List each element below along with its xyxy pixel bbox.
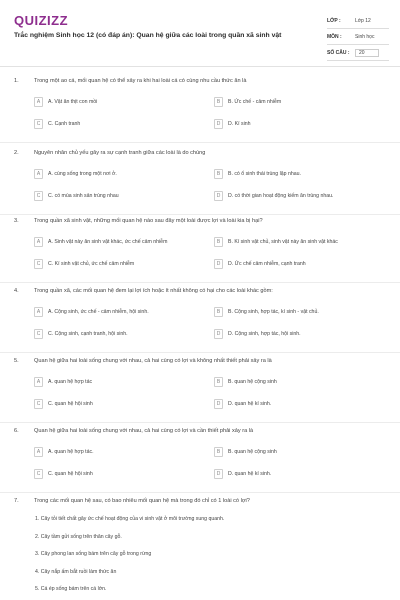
- page-title: Trắc nghiệm Sinh học 12 (có đáp án): Quan hệ giữa các loài trong quần xã sinh vật: [14, 32, 282, 39]
- option-letter-box: B: [214, 307, 223, 317]
- question-number: 1.: [14, 78, 19, 84]
- option-letter-box: D: [214, 399, 223, 409]
- option-letter-box: B: [214, 97, 223, 107]
- question-text: Trong quần xã sinh vật, những mối quan hệ nào sau đây một loài được lợi và loài kia bị hại?: [34, 218, 263, 224]
- option-text: C. Kí sinh vật chủ, ức chế cảm nhiễm: [48, 261, 135, 267]
- option-text: A. Sinh vật này ăn sinh vật khác, ức chế cảm nhiễm: [48, 239, 168, 245]
- option-letter-box: D: [214, 329, 223, 339]
- option-text: A. quan hệ hợp tác: [48, 379, 93, 385]
- answer-option[interactable]: [34, 236, 167, 248]
- option-text: B. có ổ sinh thái trùng lặp nhau.: [228, 171, 301, 177]
- option-text: B. Ức chế - cảm nhiễm: [228, 99, 282, 105]
- answer-option[interactable]: [214, 168, 301, 180]
- option-text: A. cùng sống trong một nơi ở.: [48, 171, 117, 177]
- option-letter-box: C: [34, 469, 43, 479]
- option-letter-box: A: [34, 307, 43, 317]
- option-text: D. quan hệ kí sinh.: [228, 471, 272, 477]
- meta-row-subject: [327, 29, 389, 45]
- question-text: Nguyên nhân chủ yếu gây ra sự cạnh tranh giữa các loài là do chúng: [34, 150, 206, 156]
- meta-value-subject: Sinh học: [355, 33, 375, 40]
- meta-key-subject: MÔN :: [327, 33, 342, 40]
- option-letter-box: C: [34, 329, 43, 339]
- option-letter-box: A: [34, 237, 43, 247]
- meta-row-class: [327, 13, 389, 29]
- option-letter-box: A: [34, 377, 43, 387]
- option-letter-box: D: [214, 259, 223, 269]
- statement-item: 5. Cá ép sống bám trên cá lớn.: [35, 586, 107, 592]
- option-letter-box: D: [214, 469, 223, 479]
- option-letter-box: C: [34, 119, 43, 129]
- question-divider: [0, 282, 400, 283]
- option-text: C. Cạnh tranh: [48, 121, 81, 127]
- option-text: B. Cộng sinh, hợp tác, kí sinh - vật chủ.: [228, 309, 319, 315]
- answer-option[interactable]: [34, 96, 97, 108]
- question-number: 4.: [14, 288, 19, 294]
- option-text: C. có mùa sinh sản trùng nhau: [48, 193, 119, 199]
- meta-row-count: [327, 45, 389, 61]
- option-letter-box: A: [34, 447, 43, 457]
- answer-option[interactable]: [214, 236, 338, 248]
- option-text: D. Kí sinh: [228, 121, 251, 127]
- answer-option[interactable]: [34, 168, 117, 180]
- question-divider: [0, 492, 400, 493]
- question-number: 6.: [14, 428, 19, 434]
- option-letter-box: B: [214, 447, 223, 457]
- question-text: Quan hệ giữa hai loài sống chung với nhau, cả hai cùng có lợi và không nhất thiết phải xảy ra là: [34, 358, 272, 364]
- option-letter-box: C: [34, 259, 43, 269]
- option-text: D. Cộng sinh, hợp tác, hội sinh.: [228, 331, 301, 337]
- meta-key-class: LỚP :: [327, 17, 341, 24]
- answer-option[interactable]: [214, 376, 277, 388]
- question-text: Trong các mối quan hệ sau, có bao nhiêu mối quan hệ mà trong đó chỉ có 1 loài có lợi?: [34, 498, 250, 504]
- quizizz-logo[interactable]: QUIZIZZ: [14, 13, 69, 28]
- option-letter-box: B: [214, 237, 223, 247]
- answer-option[interactable]: [214, 468, 271, 480]
- answer-option[interactable]: [34, 328, 128, 340]
- statement-item: 2. Cây tầm gửi sống trên thân cây gỗ.: [35, 534, 122, 540]
- question-text: Trong một ao cá, mối quan hệ có thể xảy ra khi hai loài cá có cùng nhu cầu thức ăn là: [34, 78, 247, 84]
- meta-value-class: Lớp 12: [355, 17, 371, 24]
- option-letter-box: A: [34, 97, 43, 107]
- answer-option[interactable]: [214, 446, 277, 458]
- statement-item: 1. Cây tỏi tiết chất gây ức chế hoạt động của vi sinh vật ở môi trường xung quanh.: [35, 516, 225, 522]
- question-number: 3.: [14, 218, 19, 224]
- option-text: D. Ức chế cảm nhiễm, cạnh tranh: [228, 261, 306, 267]
- option-letter-box: A: [34, 169, 43, 179]
- option-text: A. Vật ăn thịt con mồi: [48, 99, 98, 105]
- answer-option[interactable]: [34, 190, 119, 202]
- option-text: C. Cộng sinh, cạnh tranh, hội sinh.: [48, 331, 128, 337]
- option-text: D. quan hệ kí sinh.: [228, 401, 272, 407]
- header-divider: [0, 66, 400, 67]
- option-text: D. có thời gian hoạt động kiếm ăn trùng nhau.: [228, 193, 334, 199]
- option-text: A. Cộng sinh, ức chế - cảm nhiễm, hội sinh.: [48, 309, 149, 315]
- option-letter-box: C: [34, 399, 43, 409]
- answer-option[interactable]: [214, 190, 334, 202]
- statement-item: 4. Cây nắp ấm bắt ruồi làm thức ăn: [35, 569, 117, 575]
- option-text: C. quan hệ hội sinh: [48, 401, 93, 407]
- question-divider: [0, 214, 400, 215]
- answer-option[interactable]: [34, 376, 92, 388]
- option-text: B. quan hệ cộng sinh: [228, 449, 277, 455]
- answer-option[interactable]: [34, 468, 93, 480]
- question-text: Quan hệ giữa hai loài sống chung với nhau, cả hai cùng có lợi và cần thiết phải xảy ra là: [34, 428, 254, 434]
- option-letter-box: C: [34, 191, 43, 201]
- question-number: 5.: [14, 358, 19, 364]
- answer-option[interactable]: [214, 328, 301, 340]
- answer-option[interactable]: [214, 258, 306, 270]
- answer-option[interactable]: [214, 398, 271, 410]
- question-text: Trong quần xã, các mối quan hệ đem lại lợi ích hoặc ít nhất không có hại cho các loài khác gồm:: [34, 288, 273, 294]
- answer-option[interactable]: [214, 96, 281, 108]
- question-divider: [0, 352, 400, 353]
- worksheet-meta: [327, 13, 389, 61]
- answer-option[interactable]: [214, 306, 319, 318]
- answer-option[interactable]: [34, 258, 134, 270]
- option-letter-box: B: [214, 377, 223, 387]
- option-letter-box: D: [214, 119, 223, 129]
- question-divider: [0, 422, 400, 423]
- question-divider: [0, 142, 400, 143]
- question-number: 2.: [14, 150, 19, 156]
- option-letter-box: D: [214, 191, 223, 201]
- answer-option[interactable]: [34, 118, 80, 130]
- option-text: C. quan hệ hội sinh: [48, 471, 93, 477]
- answer-option[interactable]: [214, 118, 251, 130]
- option-text: B. quan hệ cộng sinh: [228, 379, 277, 385]
- question-number: 7.: [14, 498, 19, 504]
- statement-item: 3. Cây phong lan sống bám trên cây gỗ trong rừng: [35, 551, 152, 557]
- meta-value-count: 20: [355, 49, 379, 57]
- option-text: B. Kí sinh vật chủ, sinh vật này ăn sinh vật khác: [228, 239, 338, 245]
- answer-option[interactable]: [34, 446, 94, 458]
- answer-option[interactable]: [34, 306, 149, 318]
- answer-option[interactable]: [34, 398, 93, 410]
- option-letter-box: B: [214, 169, 223, 179]
- option-text: A. quan hệ hợp tác.: [48, 449, 94, 455]
- meta-key-count: SỐ CÂU :: [327, 49, 350, 56]
